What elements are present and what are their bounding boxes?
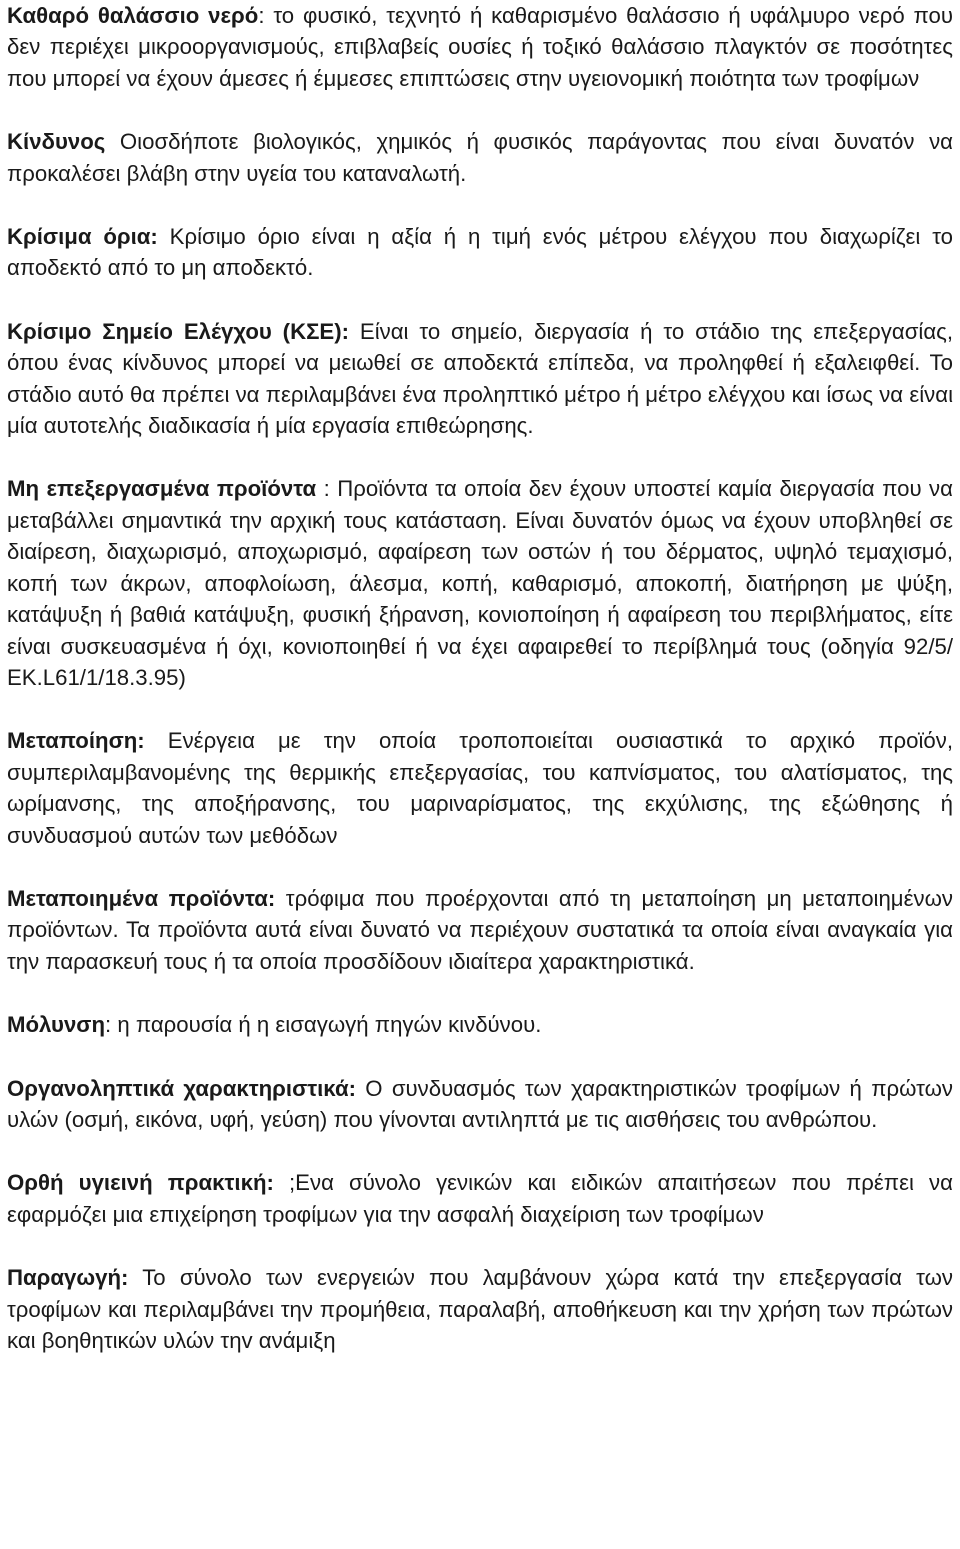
- definition-text: Ο συνδυασμός των χαρακτηριστικών τροφίμων ή πρώτων υλών (οσμή, εικόνα, υφή, γεύση) που γίνονται αντιληπτά με τις αισθήσεις του ανθρώπου.: [7, 1075, 953, 1132]
- definition-term: Καθαρό θαλάσσιο νερό: [7, 3, 259, 28]
- definition-term: Ορθή υγιεινή πρακτική:: [7, 1170, 274, 1196]
- definition-term: Μεταποίηση:: [7, 728, 145, 754]
- definition-term: Μόλυνση: [7, 1012, 106, 1038]
- definition-processing: [7, 725, 953, 851]
- definition-term: Κρίσιμα όρια:: [7, 224, 158, 250]
- definition-text: : Προϊόντα τα οποία δεν έχουν υποστεί καμία διεργασία που να μεταβάλλει σημαντικά την αρχική τους κατάσταση. Είναι δυνατόν όμως να έχουν υποβληθεί σε διαίρεση, διαχωρισμό, αποχωρισμό, αφαίρεση των οστών ή του δέρματος, υψηλό τεμαχισμό, κοπή των άκρων, αποφλοίωση, άλεσμα, κοπή, καθαρισμό, αποκοπή, διατήρηση με ψύξη, κατάψυξη ή βαθιά κατάψυξη, φυσική ξήρανση, κονιοποίηση ή αφαίρεση του περιβλήματος, είτε είναι συσκευασμένα ή όχι, κονιοποιηθεί ή να έχει αφαιρεθεί το περίβλημά τους (οδηγία 92/5/ΕΚ.L61/1/18.3.95): [7, 476, 953, 690]
- definition-text: Είναι το σημείο, διεργασία ή το στάδιο της επεξεργασίας, όπου ένας κίνδυνος μπορεί να μειωθεί σε αποδεκτά επίπεδα, να προληφθεί ή εξαλειφθεί. Το στάδιο αυτό θα πρέπει να περιλαμβάνει ένα προληπτικό μέτρο ή μέτρο ελέγχου και ίσως να είναι μία αυτοτελής διαδικασία ή μία εργασία επιθεώρησης.: [7, 318, 954, 439]
- definition-text: Οιοσδήποτε βιολογικός, χημικός ή φυσικός παράγοντας που είναι δυνατόν να προκαλέσει βλάβη στην υγεία του καταναλωτή.: [7, 129, 953, 186]
- definition-text: ;Ενα σύνολο γενικών και ειδικών απαιτήσεων που πρέπει να εφαρμόζει μια επιχείρηση τροφίμων για την ασφαλή διαχείριση των τροφίμων: [7, 1170, 953, 1227]
- definition-contamination: [7, 1009, 953, 1040]
- definition-clean-seawater: [7, 0, 953, 94]
- definition-term: Κίνδυνος: [7, 129, 106, 155]
- definition-text: Ενέργεια με την οποία τροποποιείται ουσιαστικά το αρχικό προϊόν, συμπεριλαμβανομένης της θερμικής επεξεργασίας, του καπνίσματος, του αλατίσματος, της ωρίμανσης, της αποξήρανσης, του μαριναρίσματος, της εκχύλισης, της εξώθησης ή συνδυασμού αυτών των μεθόδων: [7, 728, 953, 848]
- definition-term: Κρίσιμο Σημείο Ελέγχου (ΚΣΕ):: [7, 318, 349, 344]
- definition-hazard: [7, 126, 953, 189]
- definition-term: Οργανοληπτικά χαρακτηριστικά:: [7, 1075, 356, 1101]
- definition-text: Κρίσιμο όριο είναι η αξία ή η τιμή ενός μέτρου ελέγχου που διαχωρίζει το αποδεκτό από το μη αποδεκτό.: [7, 224, 953, 281]
- definition-text: : η παρουσία ή η εισαγωγή πηγών κινδύνου.: [105, 1012, 542, 1038]
- definition-organoleptic: [7, 1073, 953, 1136]
- definition-production: [7, 1262, 953, 1356]
- definition-term: Παραγωγή:: [7, 1265, 129, 1291]
- definition-text: Το σύνολο των ενεργειών που λαμβάνουν χώρα κατά την επεξεργασία των τροφίμων και περιλαμβάνει την προμήθεια, παραλαβή, αποθήκευση και την χρήση των πρώτων και βοηθητικών υλών τηv ανάμιξη: [7, 1265, 953, 1353]
- definition-critical-control-point: [7, 316, 953, 442]
- definition-unprocessed-products: [7, 473, 953, 693]
- definition-processed-products: [7, 883, 953, 977]
- definition-term: Μεταποιημένα προϊόντα:: [7, 885, 276, 911]
- definition-good-hygiene-practice: [7, 1167, 953, 1230]
- definition-term: Μη επεξεργασμένα προϊόντα: [7, 476, 317, 502]
- definition-text: : το φυσικό, τεχνητό ή καθαρισμένο θαλάσσιο ή υφάλμυρο νερό που δεν περιέχει μικροοργανισμούς, επιβλαβείς ουσίες ή τοξικό θαλάσσιο πλαγκτόν σε ποσότητες που μπορεί να έχουν άμεσες ή έμμεσες επιπτώσεις στην υγειονομική ποιότητα των τροφίμων: [7, 3, 953, 91]
- definition-critical-limits: [7, 221, 953, 284]
- definition-text: τρόφιμα που προέρχονται από τη μεταποίηση μη μεταποιημένων προϊόντων. Τα προϊόντα αυτά είναι δυνατό να περιέχουν συστατικά τα οποία είναι αναγκαία για την παρασκευή τους ή τα οποία προσδίδουν ιδιαίτερα χαρακτηριστικά.: [7, 885, 953, 974]
